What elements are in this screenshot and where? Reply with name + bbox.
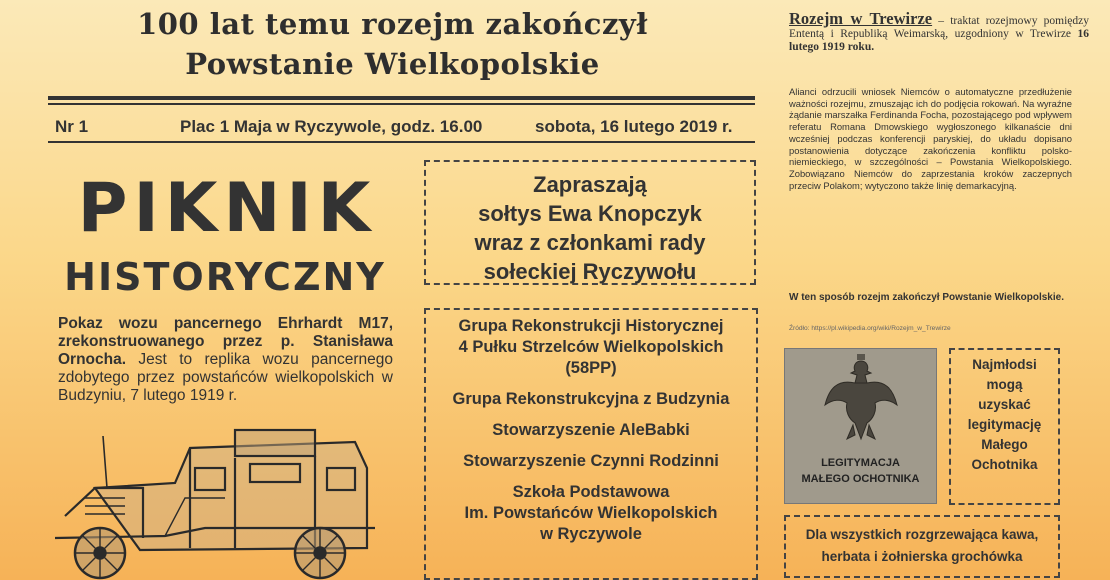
issue-number: Nr 1 [55, 117, 89, 136]
title-line-2: Powstanie Wielkopolskie [185, 47, 600, 81]
invite-line-3: wraz z członkami rady [474, 230, 706, 255]
divider-top [48, 96, 755, 100]
group-4psw-line-2: 4 Pułku Strzelców Wielkopolskich [458, 338, 724, 356]
event-description-bold: Pokaz wozu pancernego Ehrhardt M17, zrekonstruowanego przez p. Stanisława Ornocha. [58, 315, 393, 368]
event-place: Plac 1 Maja w Ryczywole, godz. 16.00 [180, 117, 483, 136]
event-description [58, 315, 393, 405]
eagle-emblem-icon [785, 349, 937, 449]
event-description-rest: Jest to replika wozu pancernego zdobytego przez powstańców wielkopolskich w Budzyniu, 7 lutego 1919 r. [58, 351, 393, 404]
armored-car-illustration [55, 428, 395, 580]
group-4psw [426, 316, 756, 379]
sidebar-intro [789, 9, 1089, 54]
photo-caption-line-2: MAŁEGO OCHOTNIKA [801, 473, 920, 485]
group-school [426, 482, 756, 545]
photo-caption [785, 455, 936, 487]
group-budzyn: Grupa Rekonstrukcyjna z Budzynia [452, 390, 730, 408]
youngest-line-1: Najmłodsi [972, 357, 1037, 372]
invite-line-1: Zapraszają [533, 172, 647, 197]
sidebar-heading: Rozejm w Trewirze [789, 9, 933, 28]
sidebar-intro-text: – traktat rozejmowy pomiędzy Ententą i Republiką Weimarską, uzgodniony w Trewirze [789, 15, 1089, 40]
photo-caption-line-1: LEGITYMACJA [821, 457, 900, 469]
group-school-line-3: w Ryczywole [540, 525, 642, 543]
group-4psw-line-3: (58PP) [565, 359, 617, 377]
group-alebabki: Stowarzyszenie AleBabki [492, 421, 690, 439]
youngest-line-3: uzyskać [978, 397, 1031, 412]
invite-line-4: sołeckiej Ryczywołu [483, 259, 697, 284]
sidebar-intro-date: 16 lutego 1919 roku. [789, 28, 1089, 53]
refreshments-line-1: Dla wszystkich rozgrzewająca kawa, [805, 527, 1039, 542]
title-line-1: 100 lat temu rozejm zakończył [137, 7, 648, 41]
divider-top-thin [48, 103, 755, 105]
refreshments-box [784, 515, 1060, 578]
event-subtitle: HISTORYCZNY [64, 255, 386, 299]
youngest-line-6: Ochotnika [971, 457, 1038, 472]
invite-line-2: sołtys Ewa Knopczyk [478, 201, 702, 226]
youngest-volunteer-box [949, 348, 1060, 505]
invitation-box [424, 160, 756, 285]
youngest-line-2: mogą [986, 377, 1023, 392]
group-school-line-2: Im. Powstańców Wielkopolskich [464, 504, 718, 522]
source-link: Źródło: https://pl.wikipedia.org/wiki/Rozejm_w_Trewirze [789, 325, 951, 332]
divider-bottom [48, 141, 755, 143]
group-czynni-rodzinni: Stowarzyszenie Czynni Rodzinni [463, 452, 719, 470]
youngest-line-5: Małego [981, 437, 1028, 452]
group-school-line-1: Szkoła Podstawowa [512, 483, 670, 501]
event-date: sobota, 16 lutego 2019 r. [535, 117, 733, 136]
participants-box [424, 308, 758, 580]
id-card-photo [784, 348, 937, 504]
refreshments-line-2: herbata i żołnierska grochówka [821, 549, 1023, 564]
group-4psw-line-1: Grupa Rekonstrukcji Historycznej [458, 317, 724, 335]
youngest-line-4: legitymację [967, 417, 1042, 432]
page-title [40, 4, 745, 84]
sidebar-conclusion: W ten sposób rozejm zakończył Powstanie Wielkopolskie. [789, 292, 1064, 303]
event-title: PIKNIK [77, 169, 377, 248]
sidebar-body: Alianci odrzucili wniosek Niemców o automatyczne przedłużenie ważności rozejmu, zmuszając ich do podjęcia rokowań. Na wyraźne żądanie marszałka Ferdinanda Focha, pozostającego pod wpływem referatu Romana Dmowskiego wygłoszonego kilkanaście dni wcześniej podczas konferencji paryskiej, do układu dopisano postanowienia dotyczące zakończenia konfliktu polsko-niemieckiego, w szczególności – Powstania Wielkopolskiego. Zobowiązano Niemców do zaprzestania kroków zaczepnych przeciw Polakom; wytyczono także linię demarkacyjną. [789, 86, 1072, 191]
